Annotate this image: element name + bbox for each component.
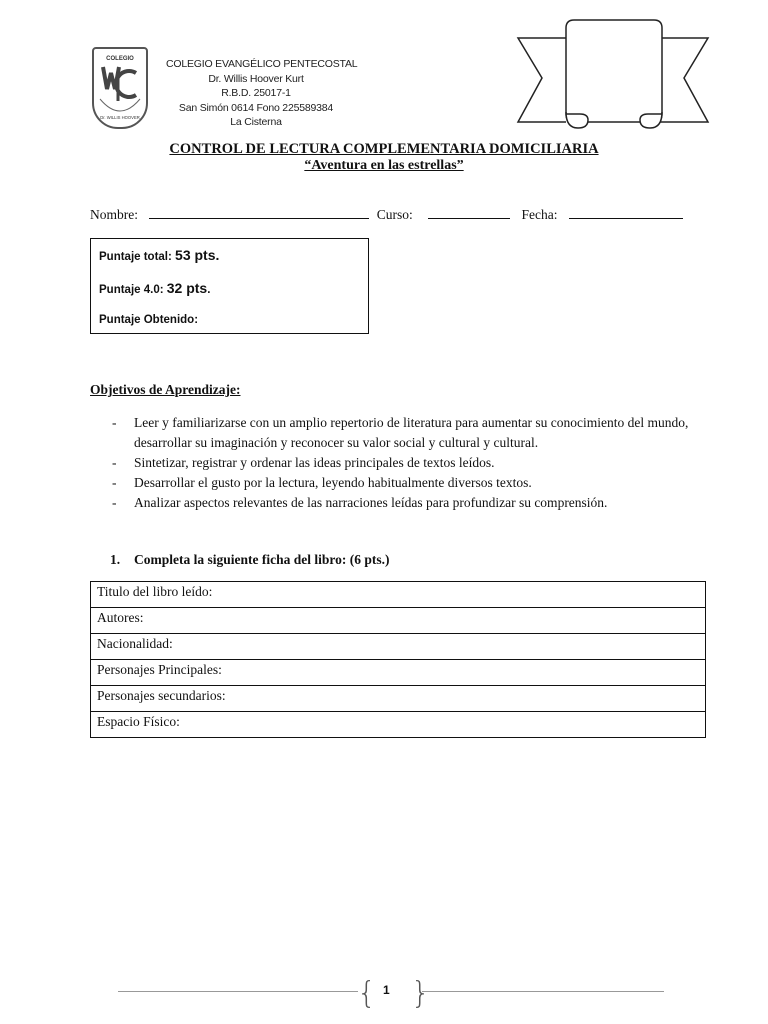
objectives-list	[112, 413, 712, 513]
table-row[interactable]	[91, 634, 706, 660]
objective-text: Sintetizar, registrar y ordenar las ideas principales de textos leídos.	[134, 455, 495, 470]
book-title: “Aventura en las estrellas”	[304, 158, 464, 173]
school-name: COLEGIO EVANGÉLICO PENTECOSTAL	[166, 58, 358, 70]
school-address: San Simón 0614 Fono 225589384	[178, 101, 334, 114]
logo-text: COLEGIO	[106, 56, 134, 62]
score-total-label: Puntaje total:	[99, 251, 176, 263]
left-brace-icon: {	[357, 976, 377, 1011]
score-total-value: 53 pts.	[175, 247, 220, 263]
school-logo	[92, 47, 148, 129]
form-field-label: Nacionalidad:	[91, 634, 706, 660]
fecha-input-line[interactable]	[569, 206, 683, 219]
curso-input-line[interactable]	[428, 206, 510, 219]
right-brace-icon: }	[411, 976, 431, 1011]
table-row[interactable]	[91, 712, 706, 738]
school-commune: La Cisterna	[230, 116, 282, 128]
list-item: - Leer y familiarizarse con un amplio repertorio de literatura para aumentar su conocimiento del mundo, desarrollar su imaginación y reconocer su valor social y cultural y cultural.	[112, 415, 689, 450]
objective-text: Desarrollar el gusto por la lectura, leyendo habitualmente diversos textos.	[134, 475, 532, 490]
school-info	[166, 57, 358, 130]
score-pass-label: Puntaje 4.0:	[99, 284, 167, 296]
list-item: - Sintetizar, registrar y ordenar las ideas principales de textos leídos.	[112, 455, 495, 470]
objective-text: Leer y familiarizarse con un amplio repertorio de literatura para aumentar su conocimiento del mundo, desarrollar su imaginación y reconocer su valor social y cultural y cultural.	[134, 415, 689, 450]
document-title: CONTROL DE LECTURA COMPLEMENTARIA DOMICILIARIA	[169, 141, 599, 157]
school-rbd: R.B.D. 25017-1	[221, 87, 291, 99]
objectives-title: Objetivos de Aprendizaje:	[90, 382, 241, 397]
form-field-label: Autores:	[91, 608, 706, 634]
score-obtained: Puntaje Obtenido:	[99, 314, 199, 326]
score-pass-value: 32 pts	[166, 280, 208, 296]
student-fields	[90, 206, 683, 223]
question-text: Completa la siguiente ficha del libro: (6 pts.)	[134, 552, 390, 567]
footer-line-right	[422, 991, 664, 992]
score-total	[99, 247, 219, 263]
school-director: Dr. Willis Hoover Kurt	[208, 72, 304, 85]
question-number: 1.	[110, 552, 121, 567]
list-item: - Desarrollar el gusto por la lectura, leyendo habitualmente diversos textos.	[112, 475, 532, 490]
table-row[interactable]	[91, 686, 706, 712]
fecha-label: Fecha:	[521, 207, 558, 222]
scroll-banner-decoration	[516, 18, 710, 134]
nombre-input-line[interactable]	[149, 206, 369, 219]
table-row[interactable]	[91, 608, 706, 634]
objective-text: Analizar aspectos relevantes de las narraciones leídas para profundizar su comprensión.	[134, 495, 608, 510]
form-field-label: Personajes secundarios:	[91, 686, 706, 712]
form-field-label: Espacio Físico:	[91, 712, 706, 738]
logo-ring-text: Dr. WILLIS HOOVER	[100, 115, 140, 120]
form-field-label: Titulo del libro leído:	[91, 582, 706, 608]
form-field-label: Personajes Principales:	[91, 660, 706, 686]
footer-line-left	[118, 991, 358, 992]
list-item: - Analizar aspectos relevantes de las narraciones leídas para profundizar su comprensión.	[112, 495, 608, 510]
page-number: 1	[383, 983, 390, 997]
score-box	[90, 238, 369, 334]
nombre-label: Nombre:	[90, 207, 138, 222]
curso-label: Curso:	[376, 207, 413, 222]
score-pass-suffix: .	[207, 284, 211, 296]
table-row[interactable]	[91, 582, 706, 608]
score-pass	[99, 280, 210, 296]
book-form-table	[90, 581, 706, 738]
table-row[interactable]	[91, 660, 706, 686]
question-1-heading	[110, 552, 390, 568]
